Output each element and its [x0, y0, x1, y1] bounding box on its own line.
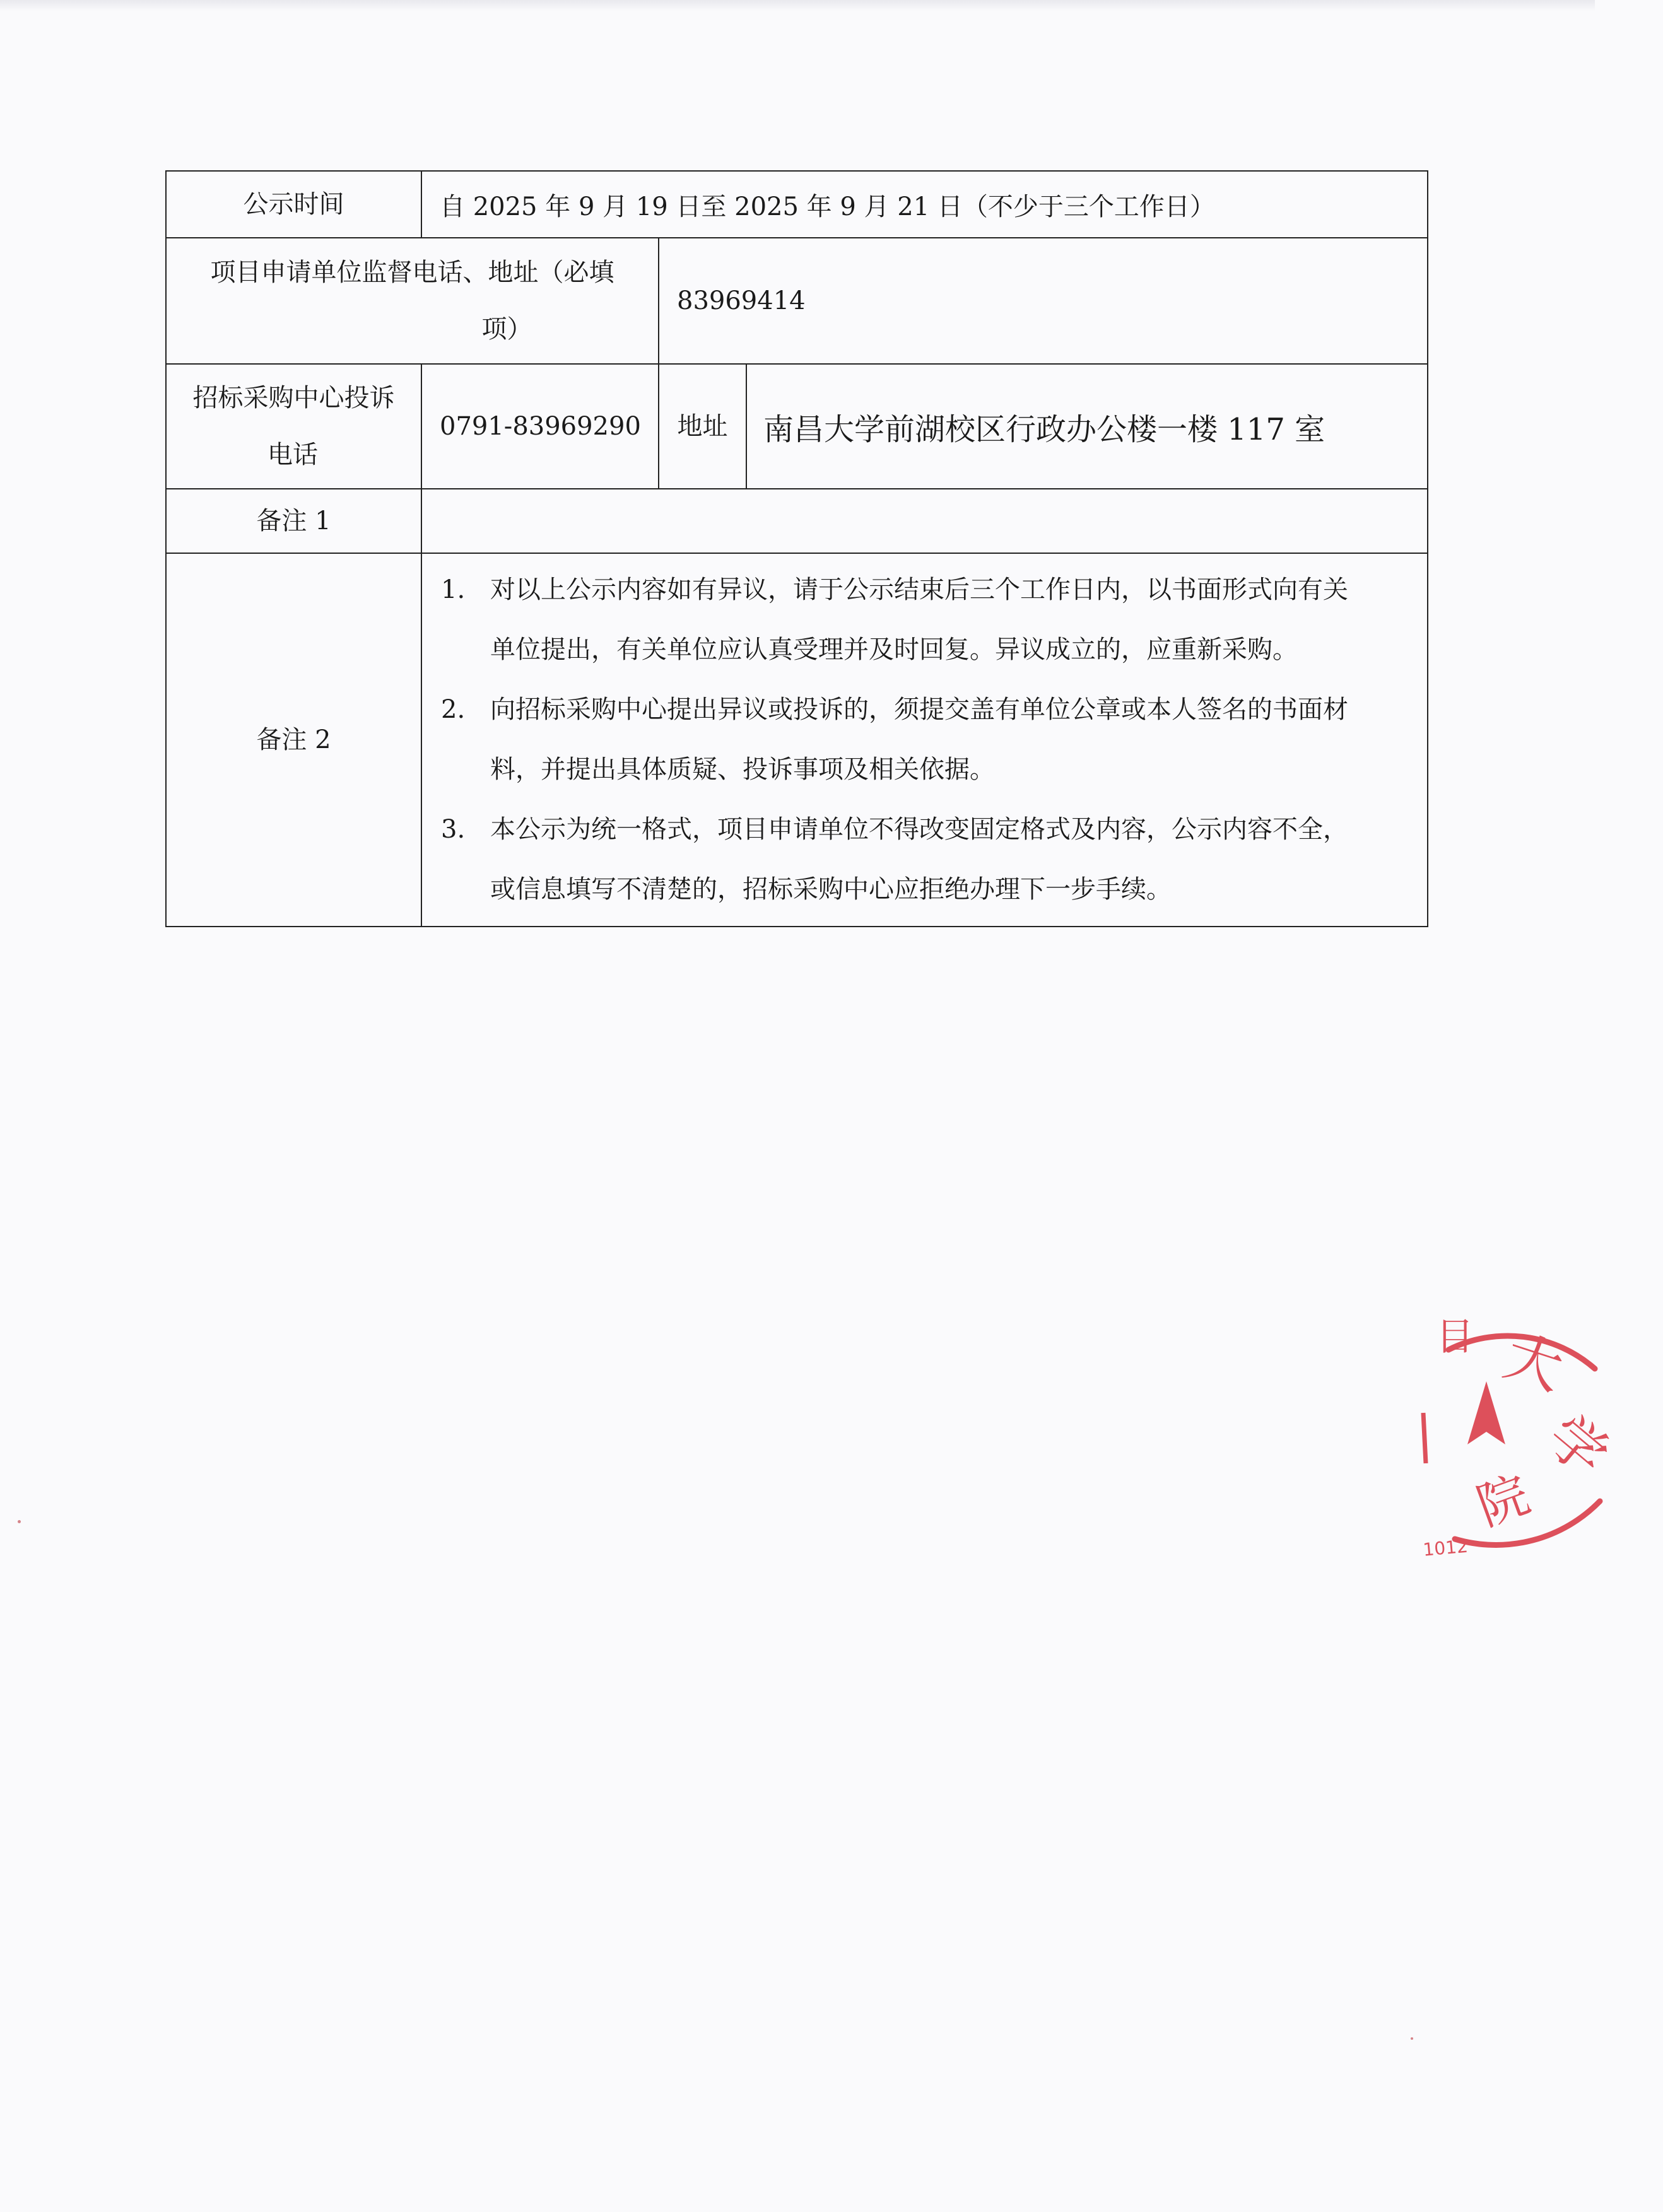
note2-item-2 [441, 680, 1412, 800]
note2-item-1 [441, 560, 1412, 680]
address-label: 地址 [659, 364, 746, 489]
note2-item-3-line2: 或信息填写不清楚的，招标采购中心应拒绝办理下一步手续。 [490, 875, 1172, 904]
note2-label: 备注 2 [166, 553, 421, 927]
publicity-time-label: 公示时间 [166, 171, 421, 238]
note1-label: 备注 1 [166, 489, 421, 553]
seal-serial: 1012 [1422, 1535, 1469, 1560]
complaint-address: 南昌大学前湖校区行政办公楼一楼 117 室 [746, 364, 1428, 489]
complaint-label-line1: 招标采购中心投诉 [192, 383, 395, 413]
supervision-phone: 83969414 [659, 238, 1428, 364]
supervision-label [166, 238, 659, 364]
row-note2 [166, 553, 1428, 927]
note2-item-2-number: 2. [441, 695, 466, 724]
official-seal-stamp [1398, 1255, 1663, 1583]
note2-item-1-line2: 单位提出，有关单位应认真受理并及时回复。异议成立的，应重新采购。 [490, 635, 1298, 664]
supervision-label-line2: 项） [481, 315, 532, 344]
note2-item-2-line1: 向招标采购中心提出异议或投诉的，须提交盖有单位公章或本人签名的书面材 [490, 695, 1348, 724]
publicity-table [165, 170, 1428, 927]
note1-value [421, 489, 1428, 553]
note2-item-1-line1: 对以上公示内容如有异议，请于公示结束后三个工作日内，以书面形式向有关 [490, 575, 1348, 604]
note2-item-2-line2: 料，并提出具体质疑、投诉事项及相关依据。 [490, 755, 995, 784]
seal-char-3: 学 [1534, 1402, 1621, 1490]
row-note1 [166, 489, 1428, 553]
note2-content [421, 553, 1428, 927]
complaint-phone: 0791-83969290 [421, 364, 659, 489]
row-complaint [166, 364, 1428, 489]
note2-item-1-number: 1. [441, 575, 466, 604]
seal-char-4: 院 [1469, 1465, 1537, 1537]
supervision-label-line1: 项目申请单位监督电话、地址（必填 [210, 258, 614, 287]
note2-item-3-line1: 本公示为统一格式，项目申请单位不得改变固定格式及内容，公示内容不全， [490, 815, 1348, 844]
scan-edge [0, 0, 1595, 11]
seal-char-1: 目 [1436, 1315, 1474, 1359]
note2-item-3-number: 3. [441, 815, 466, 844]
scan-speck-1 [18, 1520, 21, 1523]
publicity-time-value: 自 2025 年 9 月 19 日至 2025 年 9 月 21 日（不少于三个工作日） [421, 171, 1428, 238]
row-publicity-time [166, 171, 1428, 238]
note2-list [422, 554, 1427, 926]
complaint-label-line2: 电话 [267, 440, 318, 469]
seal-ring-left [1423, 1413, 1426, 1463]
complaint-label [166, 364, 421, 489]
row-supervision [166, 238, 1428, 364]
note2-item-3 [441, 800, 1412, 920]
seal-char-2: 大 [1496, 1323, 1571, 1403]
scan-speck-2 [1411, 2037, 1413, 2040]
seal-star-icon [1467, 1381, 1505, 1444]
